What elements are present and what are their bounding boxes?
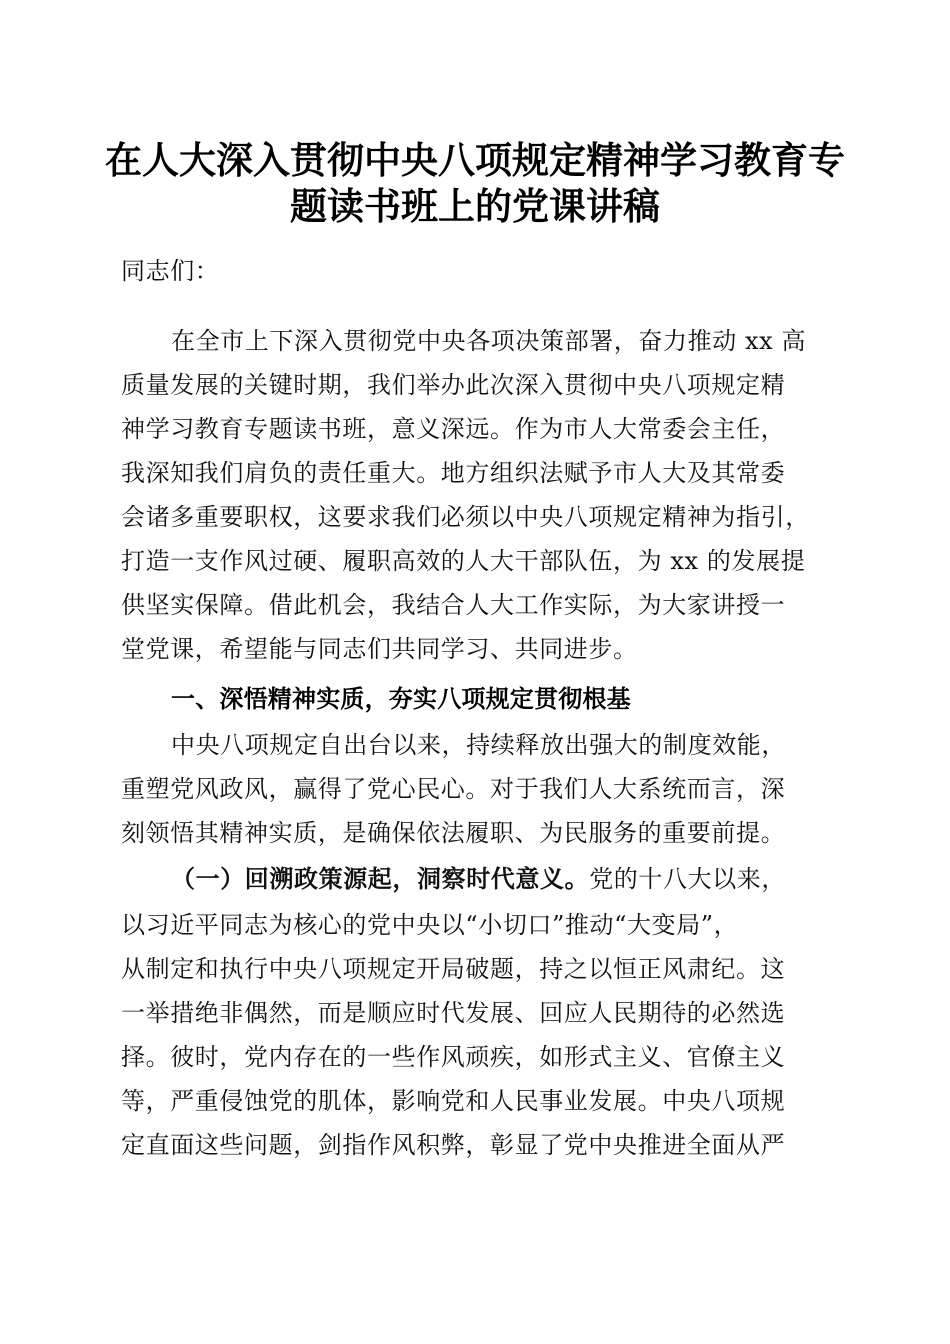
paragraph-2-line: 刻领悟其精神实质，是确保依法履职、为民服务的重要前提。 [121,819,786,847]
paragraph-1-line: 质量发展的关键时期，我们举办此次深入贯彻中央八项规定精 [121,371,786,399]
paragraph-3-line: 定直面这些问题，剑指作风积弊，彰显了党中央推进全面从严 [121,1131,786,1159]
paragraph-1-line: 神学习教育专题读书班，意义深远。作为市人大常委会主任， [121,415,786,443]
paragraph-3-line: 等，严重侵蚀党的肌体，影响党和人民事业发展。中央八项规 [121,1087,786,1115]
paragraph-3-line: 择。彼时，党内存在的一些作风顽疾，如形式主义、官僚主义 [121,1043,786,1071]
paragraph-1-line: 我深知我们肩负的责任重大。地方组织法赋予市人大及其常委 [121,459,786,487]
subheading-1: （一）回溯政策源起，洞察时代意义。 [171,864,590,893]
paragraph-1-line: 供坚实保障。借此机会，我结合人大工作实际，为大家讲授一 [121,591,786,619]
paragraph-1-line: 在全市上下深入贯彻党中央各项决策部署，奋力推动 xx 高 [171,327,807,355]
paragraph-1-line: 会诸多重要职权，这要求我们必须以中央八项规定精神为指引， [121,503,810,531]
paragraph-3-first-line [171,857,786,901]
paragraph-3-first-line-text: 党的十八大以来， [589,865,787,893]
paragraph-2-line: 重塑党风政风，赢得了党心民心。对于我们人大系统而言，深 [121,775,786,803]
salutation: 同志们： [121,257,220,285]
paragraph-3-line: 一举措绝非偶然，而是顺应时代发展、回应人民期待的必然选 [121,999,786,1027]
document-title-line-2: 题读书班上的党课讲稿 [290,184,660,228]
paragraph-3-line: 从制定和执行中央八项规定开局破题，持之以恒正风肃纪。这 [121,955,786,983]
paragraph-1-line: 堂党课，希望能与同志们共同学习、共同进步。 [121,635,638,663]
paragraph-1-line: 打造一支作风过硬、履职高效的人大干部队伍，为 xx 的发展提 [121,547,806,575]
section-heading-1: 一、深悟精神实质，夯实八项规定贯彻根基 [171,685,631,713]
paragraph-3-line: 以习近平同志为核心的党中央以“小切口”推动“大变局”， [121,911,739,939]
paragraph-2-line: 中央八项规定自出台以来，持续释放出强大的制度效能， [171,731,786,759]
document-title-line-1: 在人大深入贯彻中央八项规定精神学习教育专 [105,138,845,182]
